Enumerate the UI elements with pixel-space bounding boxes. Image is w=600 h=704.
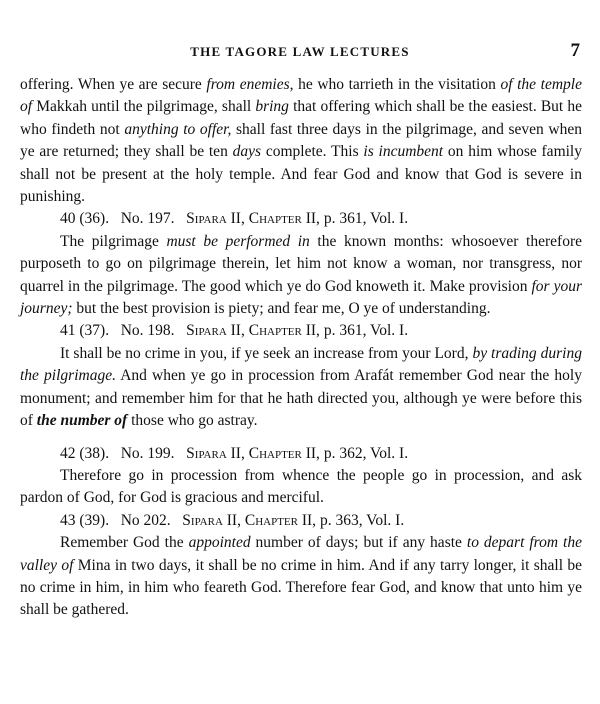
section-text [20, 532, 582, 622]
verse-number: No. 199. [120, 444, 175, 462]
emphasis-run: appointed [188, 534, 251, 552]
emphasis-run: must be performed in [166, 232, 310, 250]
running-title: THE TAGORE LAW LECTURES [190, 44, 410, 59]
page-volume: p. 361, Vol. I. [323, 322, 409, 340]
emphasis-run: the number of [36, 412, 128, 430]
verse-number: No. 198. [120, 322, 175, 340]
verse-number: No. 197. [120, 210, 175, 228]
chapter-label: Chapter II, [244, 511, 317, 529]
section-number: 41 (37). [60, 322, 110, 340]
text-run: And when ye go in procession from Arafát remember God near the holy monument; and remember him for that he hath directed you, although ye were before this of [20, 367, 582, 430]
emphasis-run: anything to offer, [124, 120, 232, 138]
opening-paragraph [20, 74, 582, 208]
page-volume: p. 363, Vol. I. [319, 511, 405, 529]
text-run: number of days; but if any haste [250, 534, 467, 552]
emphasis-run: days [232, 143, 262, 161]
page-body [20, 74, 582, 622]
section-spacer [20, 433, 582, 443]
emphasis-run: bring [255, 98, 289, 116]
sipara-label: Sipara II, [182, 511, 241, 529]
section-text [20, 231, 582, 321]
sipara-label: Sipara II, [186, 210, 245, 228]
chapter-label: Chapter II, [248, 210, 320, 228]
section-reference [20, 443, 582, 465]
section-number: 43 (39). [60, 511, 110, 529]
text-run: The pilgrimage [60, 232, 167, 250]
sipara-label: Sipara II, [186, 444, 245, 462]
verse-number: No 202. [120, 511, 171, 529]
section-text [20, 465, 582, 510]
section-number: 42 (38). [60, 444, 110, 462]
page-volume: p. 362, Vol. I. [323, 444, 409, 462]
emphasis-run: to depart from the valley of [20, 534, 582, 574]
text-run: Mina in two days, it shall be no crime in him. And if any tarry longer, it shall be no crime in him, in him who feareth God. Therefore fear God, and know that unto him ye shall be gathered. [20, 556, 582, 619]
section-reference [20, 510, 582, 532]
text-run: that offering which shall be the easiest. But he who findeth not [20, 98, 582, 138]
emphasis-run: for your journey; [20, 277, 583, 318]
emphasis-run: from enemies, [206, 76, 294, 93]
page-number: 7 [570, 40, 580, 61]
emphasis-run: of the temple of [20, 76, 582, 116]
text-run: those who go astray. [127, 412, 258, 430]
sipara-label: Sipara II, [186, 322, 245, 340]
chapter-label: Chapter II, [248, 444, 320, 462]
emphasis-run: is incumbent [363, 143, 444, 161]
text-run: Remember God the [60, 534, 189, 552]
chapter-label: Chapter II, [248, 322, 320, 340]
text-run: Therefore go in procession from whence the people go in procession, and ask pardon of God, for God is gracious and merciful. [20, 466, 582, 507]
section-reference [20, 208, 582, 230]
text-run: complete. This [261, 143, 364, 161]
text-run: Makkah until the pilgrimage, shall [32, 98, 256, 116]
text-run: offering. When ye are secure [20, 76, 207, 93]
text-run: but the best provision is piety; and fear me, O ye of understanding. [72, 300, 491, 318]
section-text [20, 343, 582, 433]
page-volume: p. 361, Vol. I. [323, 210, 409, 228]
text-run: the known months: whosoever therefore purposeth to go on pilgrimage therein, let him not know a woman, nor transgress, nor quarrel in the pilgrimage. The good which ye do God knoweth it. Make provision [20, 232, 582, 295]
section-reference [20, 320, 582, 342]
text-run: It shall be no crime in you, if ye seek an increase from your Lord, [60, 344, 473, 362]
page-header [0, 40, 600, 60]
text-run: he who tarrieth in the visitation [293, 76, 501, 93]
text-run: shall fast three days in the pilgrimage, and seven when ye are returned; they shall be ten [20, 120, 583, 161]
sections [20, 208, 582, 621]
section-number: 40 (36). [60, 210, 110, 228]
text-run: on him whose family shall not be present at the holy temple. And fear God and know that God is severe in punishing. [20, 143, 582, 206]
emphasis-run: by trading during the pilgrimage. [20, 344, 582, 385]
